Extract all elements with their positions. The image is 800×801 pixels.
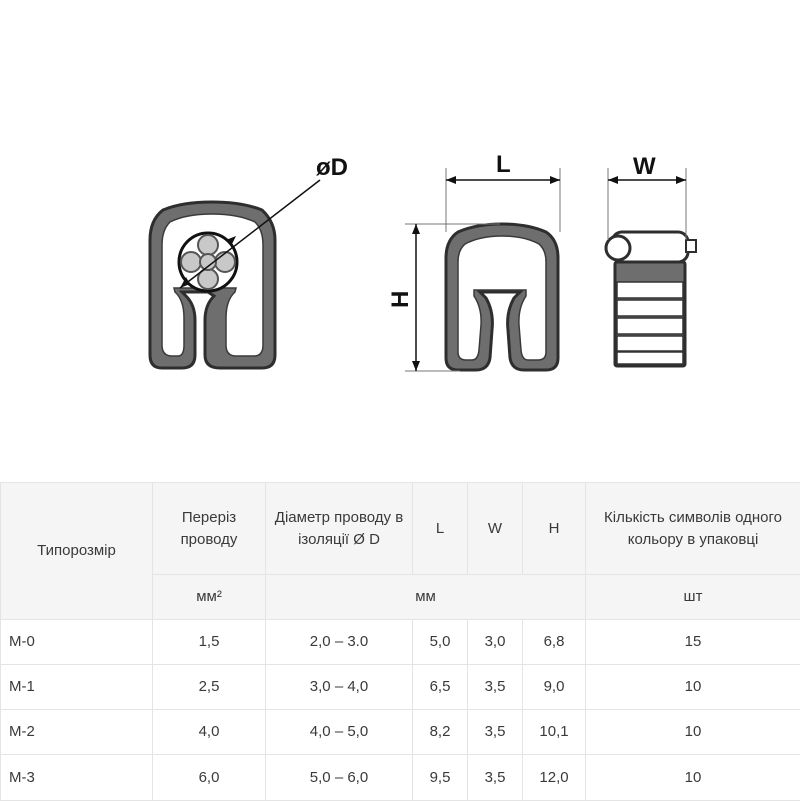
header-count: Кількість символів одного кольору в упаковці (586, 483, 800, 575)
cell-l: 6,5 (413, 665, 468, 710)
header-cross-section: Переріз проводу (153, 483, 266, 575)
cell-h: 12,0 (523, 755, 586, 801)
arrow-head (550, 176, 560, 184)
header-l: L (413, 483, 468, 575)
cell-cross-section: 6,0 (153, 755, 266, 801)
cell-diameter: 2,0 – 3.0 (266, 620, 413, 665)
front-view-with-wire (150, 154, 348, 368)
table-row (1, 710, 800, 755)
wire-strand (181, 252, 201, 272)
cell-count: 10 (586, 755, 800, 801)
arrow-head (412, 361, 420, 371)
cell-cross-section: 2,5 (153, 665, 266, 710)
spec-table (0, 482, 800, 801)
clip-top-pin (606, 236, 630, 260)
cell-w: 3,5 (468, 665, 523, 710)
cell-count: 15 (586, 620, 800, 665)
clip-top-rib (617, 336, 683, 351)
cell-h: 9,0 (523, 665, 586, 710)
cell-count: 10 (586, 710, 800, 755)
unit-count: шт (586, 575, 800, 620)
cell-cross-section: 1,5 (153, 620, 266, 665)
side-view (387, 151, 560, 371)
cell-count: 10 (586, 665, 800, 710)
unit-dimensions: мм (266, 575, 586, 620)
cell-cross-section: 4,0 (153, 710, 266, 755)
clip-top-tab (686, 240, 696, 252)
arrow-head (608, 176, 618, 184)
cell-diameter: 5,0 – 6,0 (266, 755, 413, 801)
cell-w: 3,0 (468, 620, 523, 665)
cell-l: 9,5 (413, 755, 468, 801)
cell-size: M-2 (1, 710, 153, 755)
clip-top-rib (617, 352, 683, 364)
cell-diameter: 4,0 – 5,0 (266, 710, 413, 755)
cell-size: M-0 (1, 620, 153, 665)
diameter-label: øD (316, 154, 348, 181)
cell-w: 3,5 (468, 710, 523, 755)
height-label: H (387, 291, 414, 308)
unit-cross-section: мм² (153, 575, 266, 620)
cell-size: M-1 (1, 665, 153, 710)
cell-h: 10,1 (523, 710, 586, 755)
top-view (606, 153, 696, 366)
arrow-head (446, 176, 456, 184)
clip-top-rib (617, 300, 683, 316)
header-diameter: Діаметр проводу в ізоляції Ø D (266, 483, 413, 575)
header-h: H (523, 483, 586, 575)
clip-top-rib (617, 282, 683, 298)
header-size: Типорозмір (1, 483, 153, 620)
header-w: W (468, 483, 523, 575)
cell-l: 8,2 (413, 710, 468, 755)
cell-diameter: 3,0 – 4,0 (266, 665, 413, 710)
cell-w: 3,5 (468, 755, 523, 801)
table-row (1, 665, 800, 710)
cell-l: 5,0 (413, 620, 468, 665)
arrow-head (412, 224, 420, 234)
cell-h: 6,8 (523, 620, 586, 665)
length-label: L (496, 151, 511, 178)
clip-top-rib (617, 318, 683, 334)
wire-strand (215, 252, 235, 272)
header-row (1, 483, 800, 575)
table-row (1, 755, 800, 801)
wire-strand (198, 235, 218, 255)
arrow-head (676, 176, 686, 184)
table-row (1, 620, 800, 665)
width-label: W (633, 153, 656, 180)
cell-size: M-3 (1, 755, 153, 801)
clip-inner-side (458, 236, 546, 360)
